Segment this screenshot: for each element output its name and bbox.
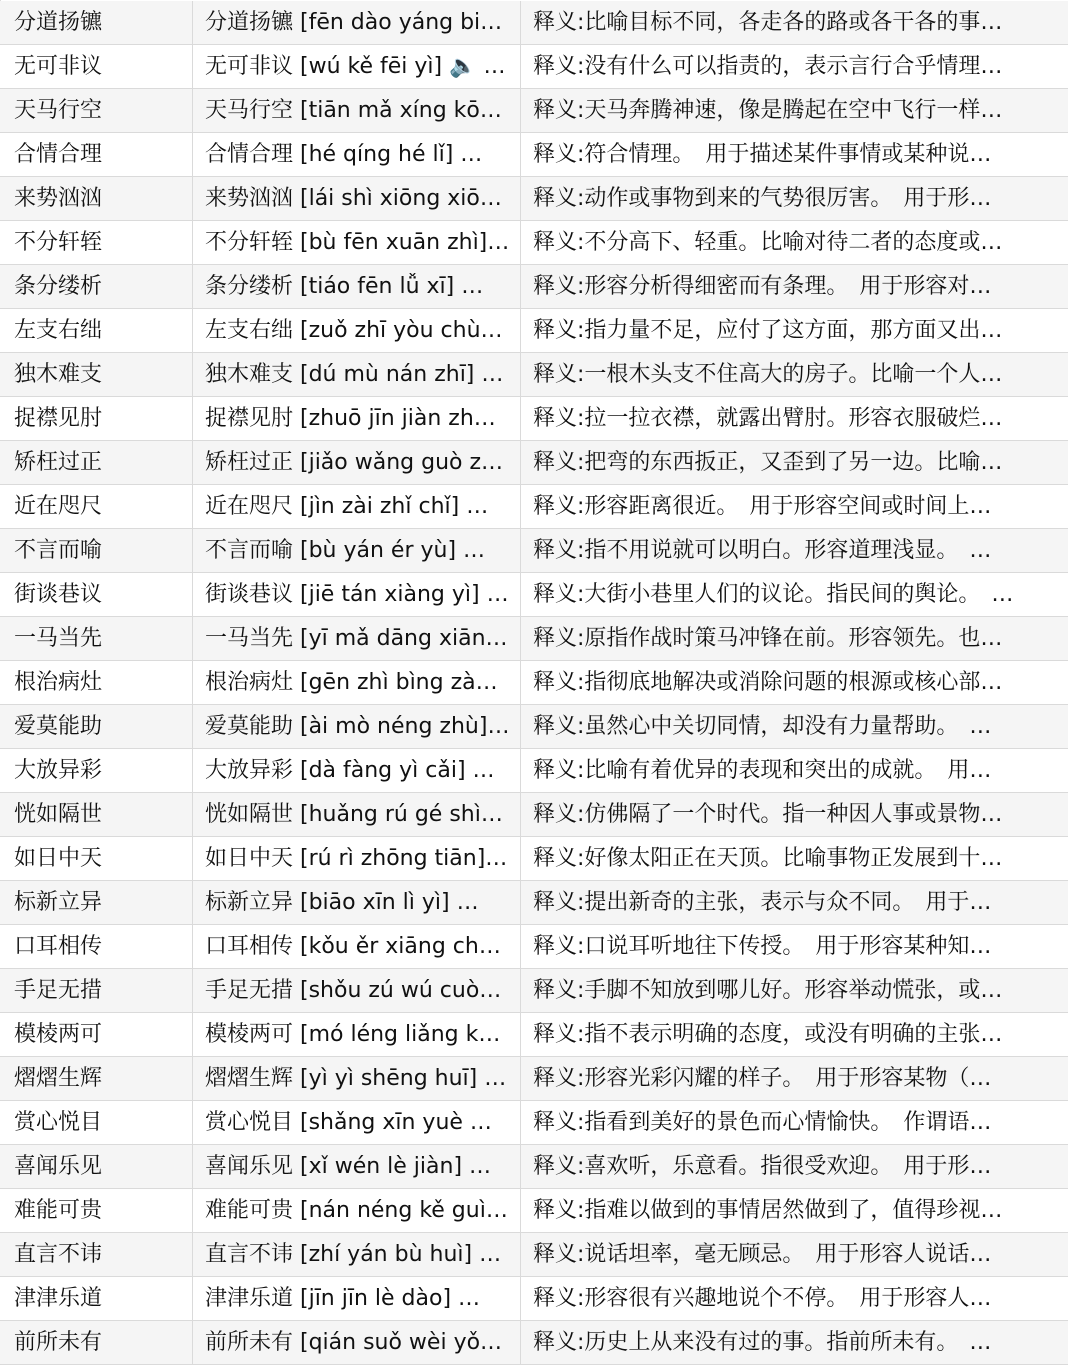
table-row[interactable] [0, 353, 1068, 397]
meaning-cell[interactable]: 释义:好像太阳正在天顶。比喻事物正发展到十… [533, 846, 1003, 871]
table-row[interactable] [0, 837, 1068, 881]
pinyin-cell[interactable]: 如日中天 [rú rì zhōng tiān]… [193, 837, 521, 881]
pinyin-cell[interactable]: 赏心悦目 [shǎng xīn yuè … [193, 1101, 521, 1145]
table-row[interactable] [0, 1, 1068, 45]
pinyin-cell[interactable]: 口耳相传 [kǒu ěr xiāng ch… [193, 925, 521, 969]
pinyin-cell[interactable]: 一马当先 [yī mǎ dāng xiān… [193, 617, 521, 661]
meaning-cell[interactable]: 释义:大街小巷里人们的议论。指民间的舆论。 … [533, 582, 1014, 607]
meaning-cell[interactable]: 释义:指彻底地解决或消除问题的根源或核心部… [533, 670, 1003, 695]
idiom-cell[interactable]: 不分轩轾 [0, 221, 193, 265]
pinyin-cell[interactable]: 来势汹汹 [lái shì xiōng xiō… [193, 177, 521, 221]
table-row[interactable] [0, 1277, 1068, 1321]
idiom-cell[interactable]: 喜闻乐见 [0, 1145, 193, 1189]
table-row[interactable] [0, 793, 1068, 837]
table-row[interactable] [0, 1013, 1068, 1057]
meaning-cell[interactable]: 释义:比喻目标不同，各走各的路或各干各的事… [533, 10, 1003, 35]
pinyin-cell[interactable]: 直言不讳 [zhí yán bù huì] … [193, 1233, 521, 1277]
table-row[interactable] [0, 749, 1068, 793]
pinyin-cell[interactable]: 喜闻乐见 [xǐ wén lè jiàn] … [193, 1145, 521, 1189]
pinyin-cell[interactable]: 大放异彩 [dà fàng yì cǎi] … [193, 749, 521, 793]
pinyin-cell[interactable]: 恍如隔世 [huǎng rú gé shì… [193, 793, 521, 837]
pinyin-cell[interactable]: 近在咫尺 [jìn zài zhǐ chǐ] … [193, 485, 521, 529]
pinyin-cell[interactable]: 手足无措 [shǒu zú wú cuò… [193, 969, 521, 1013]
pinyin-cell[interactable]: 无可非议 [wú kě fēi yì] 🔈 … [193, 45, 521, 89]
table-row[interactable] [0, 485, 1068, 529]
table-row[interactable] [0, 1145, 1068, 1189]
meaning-cell[interactable]: 释义:拉一拉衣襟，就露出臂肘。形容衣服破烂… [533, 406, 1003, 431]
meaning-cell[interactable]: 释义:虽然心中关切同情，却没有力量帮助。 … [533, 714, 992, 739]
meaning-cell[interactable]: 释义:指不用说就可以明白。形容道理浅显。 … [533, 538, 992, 563]
pinyin-cell[interactable]: 分道扬镳 [fēn dào yáng bi… [193, 1, 521, 45]
pinyin-cell[interactable]: 独木难支 [dú mù nán zhī] … [193, 353, 521, 397]
pinyin-cell[interactable]: 左支右绌 [zuǒ zhī yòu chù… [193, 309, 521, 353]
pinyin-cell[interactable]: 难能可贵 [nán néng kě guì… [193, 1189, 521, 1233]
idiom-cell[interactable]: 分道扬镳 [0, 1, 193, 45]
table-row[interactable] [0, 133, 1068, 177]
idiom-cell[interactable]: 口耳相传 [0, 925, 193, 969]
meaning-cell[interactable]: 释义:形容光彩闪耀的样子。 用于形容某物（… [533, 1066, 992, 1091]
meaning-cell[interactable]: 释义:动作或事物到来的气势很厉害。 用于形… [533, 186, 992, 211]
pinyin-cell[interactable]: 根治病灶 [gēn zhì bìng zà… [193, 661, 521, 705]
idiom-cell[interactable]: 捉襟见肘 [0, 397, 193, 441]
table-row[interactable] [0, 1321, 1068, 1365]
pinyin-cell[interactable]: 天马行空 [tiān mǎ xíng kō… [193, 89, 521, 133]
table-row[interactable] [0, 265, 1068, 309]
pinyin-cell[interactable]: 矫枉过正 [jiǎo wǎng guò z… [193, 441, 521, 485]
table-row[interactable] [0, 177, 1068, 221]
table-row[interactable] [0, 969, 1068, 1013]
pinyin-cell[interactable]: 标新立异 [biāo xīn lì yì] … [193, 881, 521, 925]
table-row[interactable] [0, 221, 1068, 265]
table-row[interactable] [0, 309, 1068, 353]
idiom-cell[interactable]: 一马当先 [0, 617, 193, 661]
pinyin-cell[interactable]: 熠熠生辉 [yì yì shēng huī] … [193, 1057, 521, 1101]
meaning-cell[interactable]: 释义:没有什么可以指责的，表示言行合乎情理… [533, 54, 1003, 79]
idiom-cell[interactable]: 独木难支 [0, 353, 193, 397]
meaning-cell[interactable]: 释义:形容很有兴趣地说个不停。 用于形容人… [533, 1286, 992, 1311]
idiom-cell[interactable]: 大放异彩 [0, 749, 193, 793]
table-row[interactable] [0, 441, 1068, 485]
idiom-cell[interactable]: 左支右绌 [0, 309, 193, 353]
meaning-cell[interactable]: 释义:历史上从来没有过的事。指前所未有。 … [533, 1330, 992, 1355]
table-row[interactable] [0, 1233, 1068, 1277]
idiom-cell[interactable]: 恍如隔世 [0, 793, 193, 837]
table-row[interactable] [0, 529, 1068, 573]
idiom-cell[interactable]: 前所未有 [0, 1321, 193, 1365]
table-row[interactable] [0, 89, 1068, 133]
meaning-cell[interactable]: 释义:指力量不足，应付了这方面，那方面又出… [533, 318, 1003, 343]
pinyin-cell[interactable]: 津津乐道 [jīn jīn lè dào] … [193, 1277, 521, 1321]
pinyin-cell[interactable]: 模棱两可 [mó léng liǎng k… [193, 1013, 521, 1057]
table-row[interactable] [0, 705, 1068, 749]
table-row[interactable] [0, 661, 1068, 705]
pinyin-cell[interactable]: 街谈巷议 [jiē tán xiàng yì] … [193, 573, 521, 617]
table-row[interactable] [0, 1189, 1068, 1233]
idiom-cell[interactable]: 爱莫能助 [0, 705, 193, 749]
table-row[interactable] [0, 925, 1068, 969]
meaning-cell[interactable]: 释义:提出新奇的主张，表示与众不同。 用于… [533, 890, 992, 915]
idiom-cell[interactable]: 近在咫尺 [0, 485, 193, 529]
meaning-cell[interactable]: 释义:指不表示明确的态度，或没有明确的主张… [533, 1022, 1003, 1047]
table-row[interactable] [0, 397, 1068, 441]
idiom-cell[interactable]: 街谈巷议 [0, 573, 193, 617]
table-row[interactable] [0, 45, 1068, 89]
table-row[interactable] [0, 1101, 1068, 1145]
meaning-cell[interactable]: 释义:把弯的东西扳正，又歪到了另一边。比喻… [533, 450, 1003, 475]
idiom-cell[interactable]: 标新立异 [0, 881, 193, 925]
idiom-cell[interactable]: 直言不讳 [0, 1233, 193, 1277]
pinyin-cell[interactable]: 爱莫能助 [ài mò néng zhù]… [193, 705, 521, 749]
pinyin-cell[interactable]: 合情合理 [hé qíng hé lǐ] … [193, 133, 521, 177]
meaning-cell[interactable]: 释义:说话坦率，毫无顾忌。 用于形容人说话… [533, 1242, 992, 1267]
idiom-cell[interactable]: 如日中天 [0, 837, 193, 881]
meaning-cell[interactable]: 释义:喜欢听，乐意看。指很受欢迎。 用于形… [533, 1154, 992, 1179]
table-row[interactable] [0, 617, 1068, 661]
idiom-cell[interactable]: 合情合理 [0, 133, 193, 177]
meaning-cell[interactable]: 释义:指难以做到的事情居然做到了，值得珍视… [533, 1198, 1003, 1223]
meaning-cell[interactable]: 释义:口说耳听地往下传授。 用于形容某种知… [533, 934, 992, 959]
idiom-cell[interactable]: 矫枉过正 [0, 441, 193, 485]
idiom-cell[interactable]: 无可非议 [0, 45, 193, 89]
table-row[interactable] [0, 573, 1068, 617]
table-row[interactable] [0, 1057, 1068, 1101]
meaning-cell[interactable]: 释义:符合情理。 用于描述某件事情或某种说… [533, 142, 992, 167]
idiom-cell[interactable]: 条分缕析 [0, 265, 193, 309]
pinyin-cell[interactable]: 捉襟见肘 [zhuō jīn jiàn zh… [193, 397, 521, 441]
idiom-cell[interactable]: 手足无措 [0, 969, 193, 1013]
idiom-cell[interactable]: 赏心悦目 [0, 1101, 193, 1145]
table-row[interactable] [0, 881, 1068, 925]
pinyin-cell[interactable]: 不言而喻 [bù yán ér yù] … [193, 529, 521, 573]
idiom-cell[interactable]: 来势汹汹 [0, 177, 193, 221]
meaning-cell[interactable]: 释义:仿佛隔了一个时代。指一种因人事或景物… [533, 802, 1003, 827]
idiom-cell[interactable]: 熠熠生辉 [0, 1057, 193, 1101]
idiom-cell[interactable]: 根治病灶 [0, 661, 193, 705]
idiom-cell[interactable]: 津津乐道 [0, 1277, 193, 1321]
meaning-cell[interactable]: 释义:天马奔腾神速，像是腾起在空中飞行一样… [533, 98, 1003, 123]
meaning-cell[interactable]: 释义:不分高下、轻重。比喻对待二者的态度或… [533, 230, 1003, 255]
meaning-cell[interactable]: 释义:形容距离很近。 用于形容空间或时间上… [533, 494, 992, 519]
meaning-cell[interactable]: 释义:手脚不知放到哪儿好。形容举动慌张，或… [533, 978, 1003, 1003]
pinyin-cell[interactable]: 不分轩轾 [bù fēn xuān zhì]… [193, 221, 521, 265]
meaning-cell[interactable]: 释义:比喻有着优异的表现和突出的成就。 用… [533, 758, 992, 783]
pinyin-cell[interactable]: 条分缕析 [tiáo fēn lǚ xī] … [193, 265, 521, 309]
idiom-cell[interactable]: 模棱两可 [0, 1013, 193, 1057]
idiom-cell[interactable]: 天马行空 [0, 89, 193, 133]
meaning-cell[interactable]: 释义:一根木头支不住高大的房子。比喻一个人… [533, 362, 1003, 387]
meaning-cell[interactable]: 释义:原指作战时策马冲锋在前。形容领先。也… [533, 626, 1003, 651]
meaning-cell[interactable]: 释义:形容分析得细密而有条理。 用于形容对… [533, 274, 992, 299]
meaning-cell[interactable]: 释义:指看到美好的景色而心情愉快。 作谓语… [533, 1110, 992, 1135]
idiom-cell[interactable]: 难能可贵 [0, 1189, 193, 1233]
idiom-cell[interactable]: 不言而喻 [0, 529, 193, 573]
pinyin-cell[interactable]: 前所未有 [qián suǒ wèi yǒ… [193, 1321, 521, 1365]
